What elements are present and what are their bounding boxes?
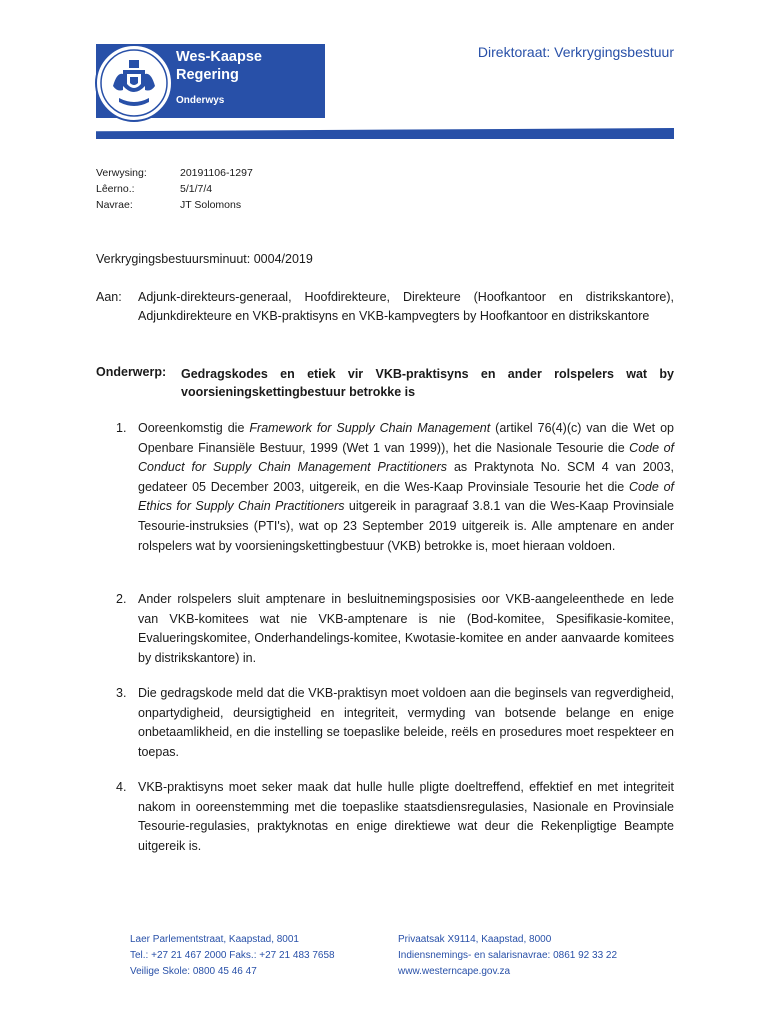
item-2-paragraph: Ander rolspelers sluit amptenare in besluitnemingsposisies oor VKB-aangeleenthede en lede van VKB-komitees wat nie VKB-amptenare is nie (Bod-komitee, Spesifikasie-komitee, Evalueringskomitee, Onderhandelings-komitee, Kwotasie-komitee en ander aanvaarde komitees by distrikskantore) in. xyxy=(138,592,674,665)
subject-text: Gedragskodes en etiek vir VKB-praktisyns en ander rolspelers wat by voorsieningskettingbestuur betrokke is xyxy=(181,367,674,399)
header-divider xyxy=(96,128,674,139)
ref-label-navrae: Navrae: xyxy=(96,199,133,211)
footer-postal: Privaatsak X9114, Kaapstad, 8000 xyxy=(398,934,552,945)
footer-enquiries: Indiensnemings- en salarisnavrae: 0861 92 33 22 xyxy=(398,950,618,961)
item-1-paragraph: Ooreenkomstig die Framework for Supply Chain Management (artikel 76(4)(c) van die Wet op Openbare Finansiële Bestuur, 1999 (Wet 1 van 1999)), het die Nasionale Tesourie die Code of Conduct for Supply Chain Management Practitioners as Praktynota No. SCM 4 van 2003, gedateer 05 December 2003, uitgereik, en die Wes-Kaap Provinsiale Tesourie het die Code of Ethics for Supply Chain Practitioners uitgereik in paragraaf 3.8.1 van die Wes-Kaap Provinsiale Tesourie-instruksies (PTI's), wat op 23 September 2019 uitgereik is. Alle amptenare en ander rolspelers wat by voorsieningskettingbestuur (VKB) betrokke is, moet hieraan voldoen. xyxy=(138,421,675,553)
footer-address xyxy=(130,932,335,980)
aan-label: Aan: xyxy=(96,290,122,304)
ref-value-navrae: JT Solomons xyxy=(180,199,242,211)
item-4-paragraph: VKB-praktisyns moet seker maak dat hulle hulle pligte doeltreffend, effektief en met integriteit nakom in ooreenstemming met die toepaslike staatsdiensregulasies, Nasionale en Provinsiale Tesourie-regulasies, praktyknotas en enige direktiewe wat deur die Rekenpligtige Beampte uitgereik is. xyxy=(138,780,674,853)
item-3-paragraph: Die gedragskode meld dat die VKB-praktisyn moet voldoen aan die beginsels van regverdigheid, onpartydigheid, deursigtigheid en integriteit, vermyding van botsende belange en enige onbetaamlikheid, en die instelling se toepaslike beleide, reëls en prosedures moet respekteer en toepas. xyxy=(138,686,674,759)
minute-title: Verkrygingsbestuursminuut: 0004/2019 xyxy=(96,252,313,266)
aan-text: Adjunk-direkteurs-generaal, Hoofdirekteure, Direkteure (Hoofkantoor en distrikskantore), Adjunkdirekteure en VKB-praktisyns en VKB-kampvegters by Hoofkantoor en distrikskantore xyxy=(138,290,674,323)
footer-website-link[interactable]: www.westerncape.gov.za xyxy=(398,966,511,977)
subject-label: Onderwerp: xyxy=(96,365,167,379)
brand-line-2: Regering xyxy=(176,67,239,83)
footer-safe-schools: Veilige Skole: 0800 45 46 47 xyxy=(130,966,257,977)
item-3-number: 3. xyxy=(116,686,127,700)
brand-line-1: Wes-Kaapse xyxy=(176,49,262,65)
ref-label-leerno: Lêerno.: xyxy=(96,183,135,195)
ref-value-verwysing: 20191106-1297 xyxy=(180,167,253,179)
item-2-number: 2. xyxy=(116,592,127,606)
footer-street: Laer Parlementstraat, Kaapstad, 8001 xyxy=(130,934,299,945)
footer-phone: Tel.: +27 21 467 2000 Faks.: +27 21 483 7658 xyxy=(130,950,335,961)
brand-line-3: Onderwys xyxy=(176,95,225,106)
coat-of-arms-icon xyxy=(95,44,173,122)
footer-contact xyxy=(398,932,617,980)
ref-value-leerno: 5/1/7/4 xyxy=(180,183,213,195)
item-1-number: 1. xyxy=(116,421,127,435)
ref-label-verwysing: Verwysing: xyxy=(96,167,147,179)
directorate-title: Direktoraat: Verkrygingsbestuur xyxy=(477,44,674,60)
item-4-number: 4. xyxy=(116,780,127,794)
